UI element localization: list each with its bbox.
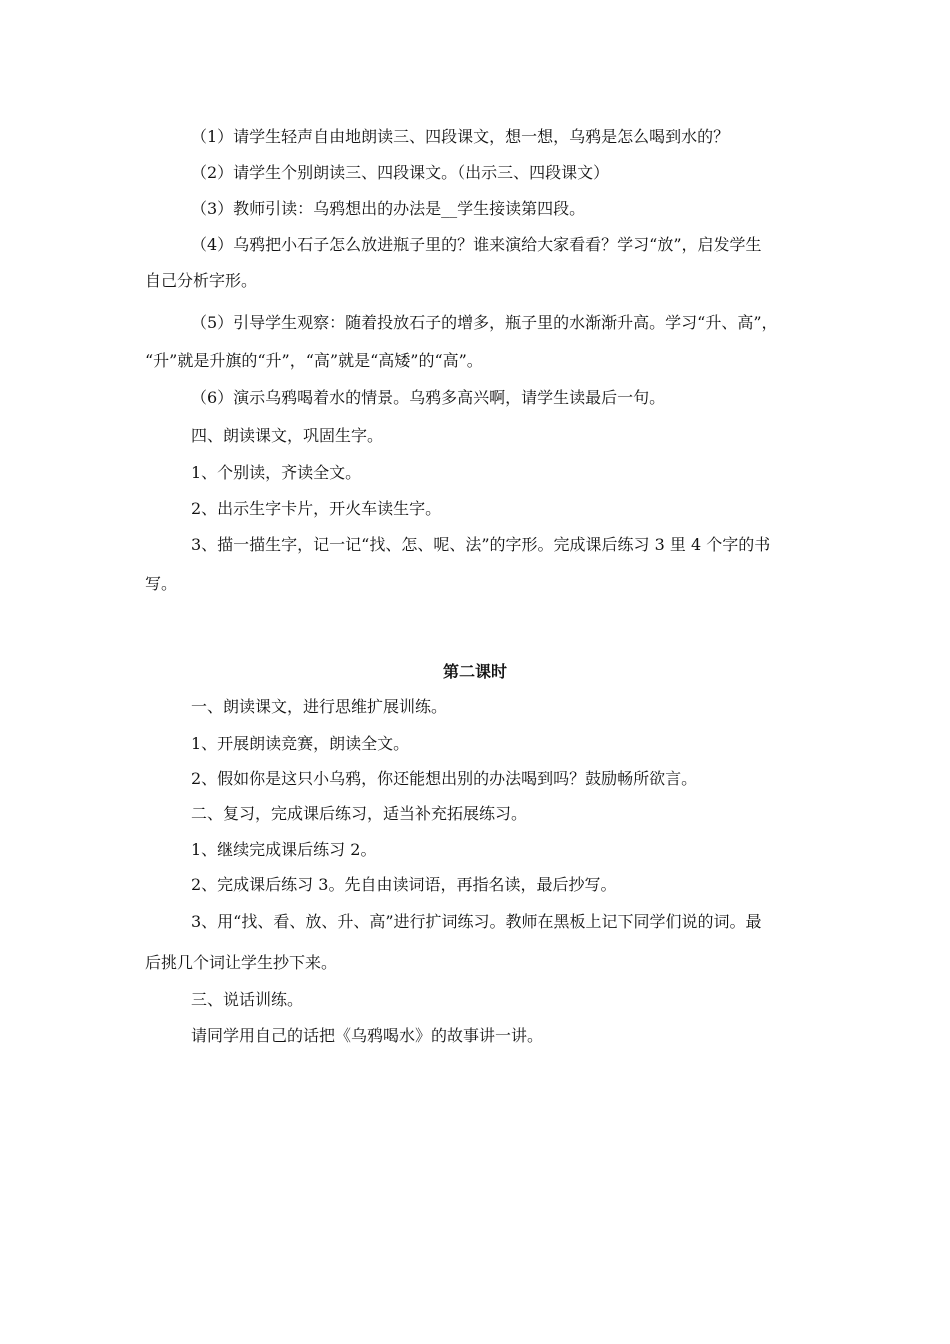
section-heading-4: 四、朗读课文，巩固生字。	[191, 426, 384, 445]
section-heading-3: 三、说话训练。	[191, 990, 304, 1009]
paragraph-step-4-line-2: 自己分析字形。	[145, 271, 258, 290]
list-item-2: 2、出示生字卡片，开火车读生字。	[191, 499, 442, 518]
section-heading-2: 二、复习，完成课后练习，适当补充拓展练习。	[191, 804, 528, 823]
list-item-3-line-1: 3、描一描生字，记一记“找、怎、呢、法”的字形。完成课后练习 3 里 4 个字的书	[191, 535, 771, 554]
paragraph-step-5-line-2: “升”就是升旗的“升”，“高”就是“高矮”的“高”。	[145, 351, 483, 370]
list-item-b3-line-2: 后挑几个词让学生抄下来。	[145, 953, 338, 972]
lesson-title: 第二课时	[442, 662, 507, 681]
paragraph-step-5-line-1: （5）引导学生观察：随着投放石子的增多，瓶子里的水渐渐升高。学习“升、高”，	[191, 313, 778, 332]
paragraph-step-2: （2）请学生个别朗读三、四段课文。（出示三、四段课文）	[191, 163, 610, 182]
list-item-b2: 2、完成课后练习 3。先自由读词语，再指名读，最后抄写。	[191, 875, 617, 894]
list-item-b3-line-1: 3、用“找、看、放、升、高”进行扩词练习。教师在黑板上记下同学们说的词。最	[191, 912, 762, 931]
section-heading-1: 一、朗读课文，进行思维扩展训练。	[191, 697, 448, 716]
paragraph-step-3: （3）教师引读：乌鸦想出的办法是__学生接读第四段。	[191, 199, 586, 218]
list-item-b1: 1、继续完成课后练习 2。	[191, 840, 377, 859]
paragraph-step-4-line-1: （4）乌鸦把小石子怎么放进瓶子里的？谁来演给大家看看？学习“放”，启发学生	[191, 235, 762, 254]
paragraph-step-1: （1）请学生轻声自由地朗读三、四段课文，想一想，乌鸦是怎么喝到水的？	[191, 127, 730, 146]
list-item-1: 1、个别读，齐读全文。	[191, 463, 362, 482]
paragraph-step-6: （6）演示乌鸦喝着水的情景。乌鸦多高兴啊，请学生读最后一句。	[191, 388, 666, 407]
list-item-a1: 1、开展朗读竞赛，朗读全文。	[191, 734, 410, 753]
list-item-3-line-2: 写。	[145, 574, 178, 593]
closing-paragraph: 请同学用自己的话把《乌鸦喝水》的故事讲一讲。	[191, 1026, 544, 1045]
list-item-a2: 2、假如你是这只小乌鸦，你还能想出别的办法喝到吗？鼓励畅所欲言。	[191, 769, 698, 788]
